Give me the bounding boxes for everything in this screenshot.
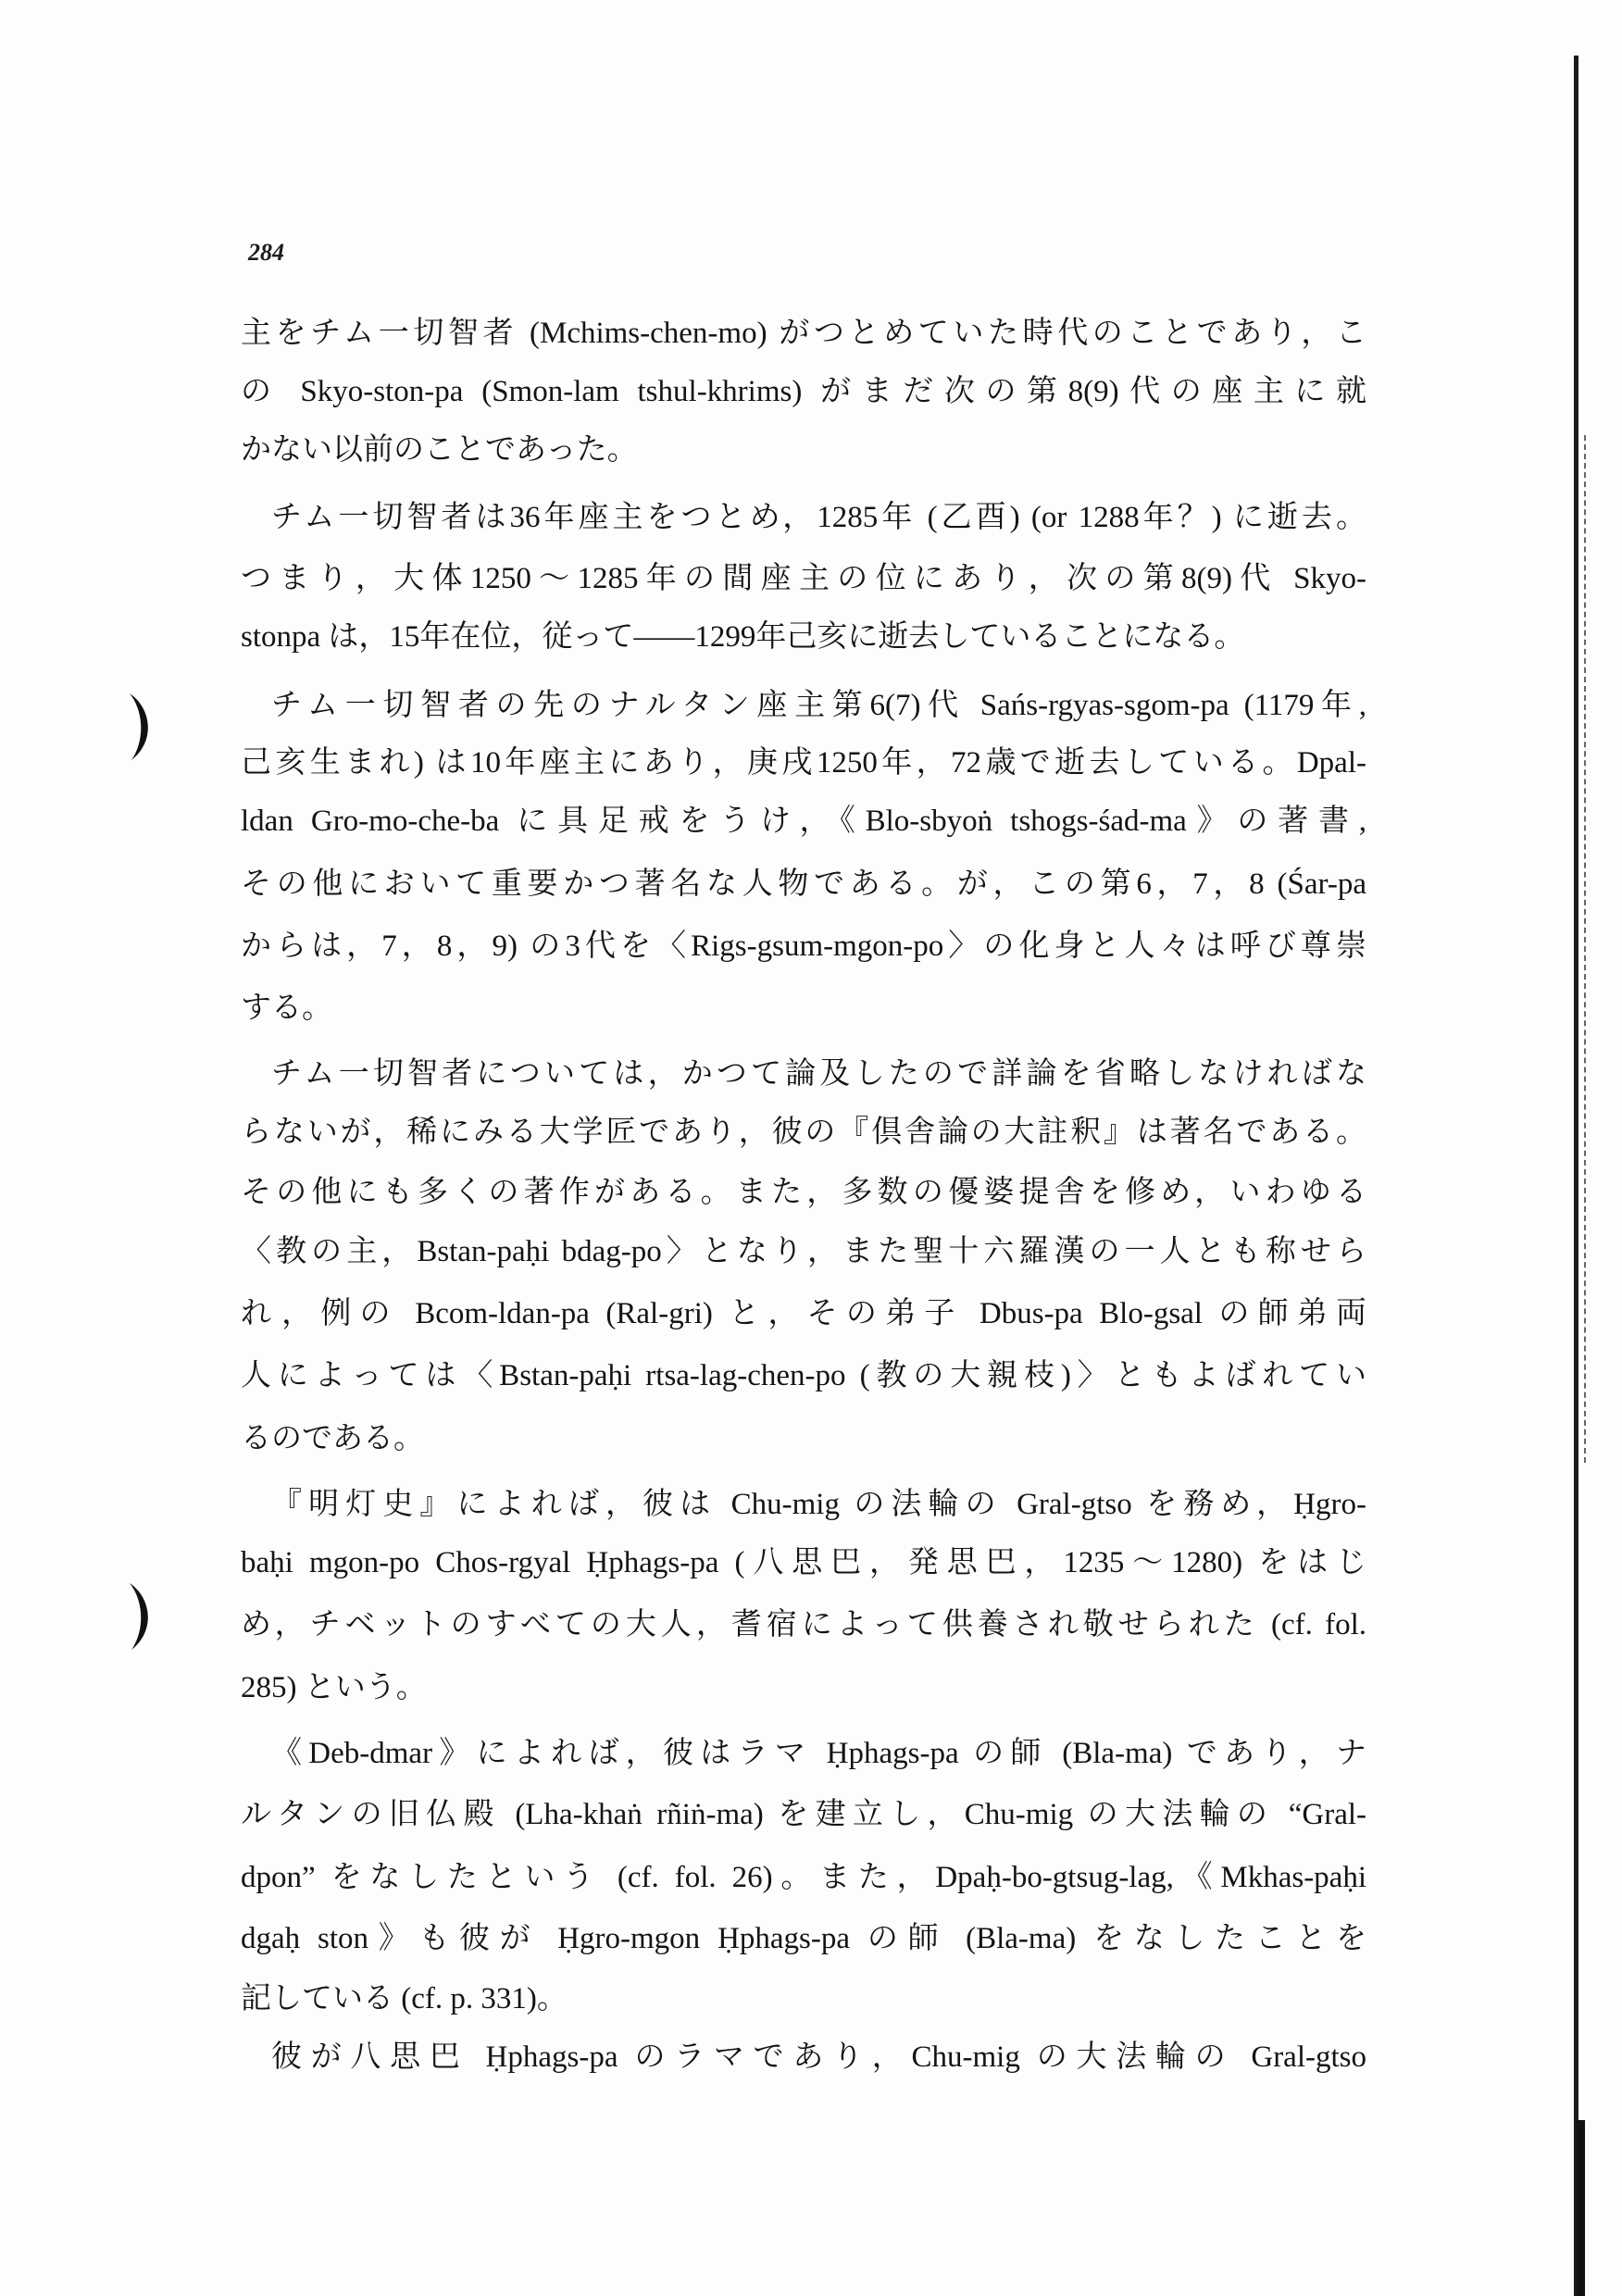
- text-line: 〈教の主，Bstan-paḥi bdag-po〉となり，また聖十六羅漢の一人とも称せら: [241, 1235, 1366, 1268]
- text-line: の Skyo-ston-pa (Smon-lam tshul-khrims) がまだ次の第8(9)代の座主に就: [241, 375, 1366, 408]
- text-line: からは，7，8，9) の3代を〈Rigs-gsum-mgon-po〉の化身と人々は呼び尊崇: [241, 930, 1366, 963]
- text-line: 《Deb-dmar》によれば，彼はラマ Ḥphags-pa の師 (Bla-ma) であり，ナ: [271, 1737, 1366, 1770]
- binding-edge-dashes: [1584, 435, 1586, 1463]
- text-line: 主をチム一切智者 (Mchims-chen-mo) がつとめていた時代のことであり，こ: [241, 317, 1366, 350]
- text-line: baḥi mgon-po Chos-rgyal Ḥphags-pa (八思巴，発思巴，1235～1280) をはじ: [241, 1546, 1366, 1579]
- text-line: かない以前のことであった。: [241, 433, 638, 467]
- text-line: 己亥生まれ) は10年座主にあり，庚戌1250年，72歳で逝去している。Dpal-: [241, 746, 1366, 780]
- text-line: ルタンの旧仏殿 (Lha-khaṅ rñiṅ-ma) を建立し，Chu-mig の大法輪の “Gral-: [241, 1798, 1366, 1831]
- text-line: れ，例の Bcom-ldan-pa (Ral-gri) と，その弟子 Dbus-pa Blo-gsal の師弟両: [241, 1297, 1366, 1330]
- text-line: チム一切智者は36年座主をつとめ，1285年 (乙酉) (or 1288年？) に逝去。: [271, 501, 1366, 534]
- text-line: 285) という。: [241, 1671, 427, 1704]
- text-line: その他にも多くの著作がある。また，多数の優婆提舎を修め，いわゆる: [241, 1176, 1366, 1209]
- text-line: め，チベットのすべての大人，耆宿によって供養され敬せられた (cf. fol.: [241, 1608, 1366, 1641]
- text-line: その他において重要かつ著名な人物である。が，この第6，7，8 (Śar-pa: [241, 867, 1366, 901]
- text-line: チム一切智者については，かつて論及したので詳論を省略しなければな: [271, 1057, 1366, 1091]
- text-line: 『明灯史』によれば，彼は Chu-mig の法輪の Gral-gtso を務め，Ḥgro-: [271, 1488, 1366, 1521]
- text-line: チム一切智者の先のナルタン座主第6(7)代 Sańs-rgyas-sgom-pa (1179年,: [271, 689, 1366, 722]
- text-line: らないが，稀にみる大学匠であり，彼の『倶舎論の大註釈』は著名である。: [241, 1116, 1366, 1149]
- text-line: るのである。: [241, 1422, 424, 1455]
- binding-edge-shadow: [1577, 2120, 1585, 2296]
- text-line: dgaḥ ston》も彼が Ḥgro-mgon Ḥphags-pa の師 (Bla-ma) をなしたことを: [241, 1922, 1366, 1955]
- punch-hole-mark: [122, 1579, 159, 1653]
- page-number: 284: [248, 239, 284, 266]
- text-line: する。: [241, 992, 332, 1025]
- text-line: 彼が八思巴 Ḥphags-pa のラマであり，Chu-mig の大法輪の Gral-gtso: [271, 2040, 1366, 2074]
- punch-hole-mark: [122, 690, 159, 764]
- text-line: stonpa は，15年在位，従って——1299年己亥に逝去していることになる。: [241, 620, 1245, 654]
- text-line: dpon” をなしたという (cf. fol. 26)。また，Dpaḥ-bo-gtsug-lag,《Mkhas-paḥi: [241, 1861, 1366, 1894]
- text-line: つまり，大体1250～1285年の間座主の位にあり，次の第8(9)代 Skyo-: [241, 562, 1366, 595]
- text-line: 人によっては〈Bstan-paḥi rtsa-lag-chen-po (教の大親枝)〉ともよばれてい: [241, 1359, 1366, 1392]
- text-line: ldan Gro-mo-che-ba に具足戒をうけ，《Blo-sbyoṅ tshogs-śad-ma》の著書,: [241, 805, 1366, 838]
- binding-edge-line: [1574, 56, 1578, 2296]
- text-line: 記している (cf. p. 331)。: [241, 1982, 568, 2015]
